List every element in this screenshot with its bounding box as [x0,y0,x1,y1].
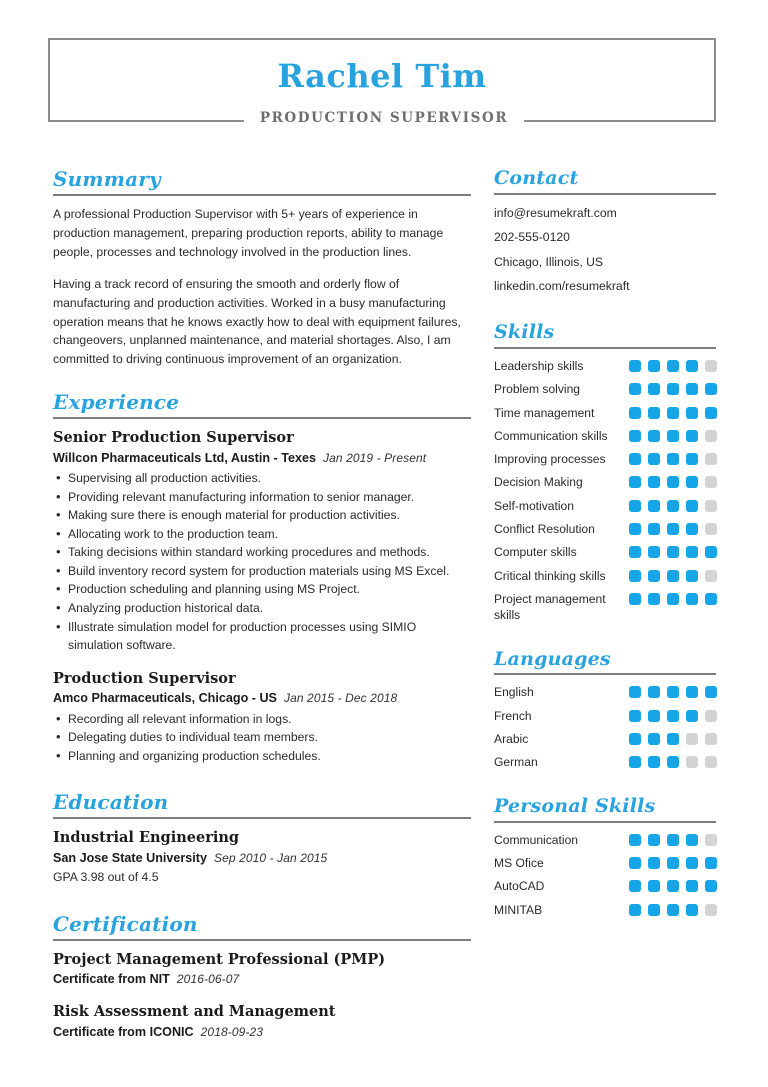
rating-square-filled [686,710,698,722]
rating-square-filled [629,523,641,535]
rating-square-empty [705,904,717,916]
rating-square-filled [686,857,698,869]
section-title-experience: Experience [53,390,180,415]
rating-square-filled [648,880,660,892]
rating-square-filled [648,593,660,605]
rating-square-filled [667,500,679,512]
rating-square-filled [648,476,660,488]
rating-square-filled [686,686,698,698]
education-date: Sep 2010 - Jan 2015 [214,850,328,865]
rating-squares [629,568,717,582]
rating-square-filled [667,546,679,558]
rating-square-filled [648,407,660,419]
rating-square-filled [667,880,679,892]
rating-row [494,451,716,467]
rating-label: Time management [494,405,595,420]
rating-squares [629,428,717,442]
section-rule [494,347,716,349]
education-school: San Jose State University [53,850,207,865]
rating-label: Decision Making [494,475,583,490]
bullet-item: • Planning and organizing production schedules. [53,747,471,766]
certification-entry [53,950,471,989]
section-rule [53,817,471,819]
experience-company-line [53,449,471,467]
rating-square-filled [629,500,641,512]
rating-row [494,544,716,560]
rating-square-filled [629,383,641,395]
rating-square-filled [629,710,641,722]
rating-squares [629,731,717,745]
rating-square-filled [629,756,641,768]
section-title-skills: Skills [494,321,555,344]
rating-square-filled [667,523,679,535]
rating-square-filled [629,360,641,372]
rating-square-filled [667,360,679,372]
rating-square-filled [629,593,641,605]
experience-date: Jan 2015 - Dec 2018 [283,691,398,706]
rating-label: Conflict Resolution [494,522,595,537]
rating-square-filled [629,733,641,745]
rating-row [494,708,716,724]
education-degree: Industrial Engineering [53,829,240,847]
rating-square-filled [686,476,698,488]
rating-row [494,381,716,397]
rating-square-filled [667,430,679,442]
experience-bullets [53,469,471,654]
bullet-item: • Making sure there is enough material for production activities. [53,506,471,525]
rating-square-filled [667,686,679,698]
education-entry [53,828,471,886]
bullet-item: • Providing relevant manufacturing information to senior manager. [53,488,471,507]
rating-square-filled [705,546,717,558]
rating-square-filled [648,686,660,698]
rating-label: Computer skills [494,545,577,560]
rating-square-filled [648,834,660,846]
rating-squares [629,878,717,892]
rating-square-filled [686,430,698,442]
rating-square-empty [705,570,717,582]
experience-date: Jan 2019 - Present [323,450,427,465]
rating-squares [629,544,717,558]
experience-entry [53,669,471,766]
rating-square-filled [648,383,660,395]
rating-label: MS Ofice [494,855,544,870]
section-rule [494,673,716,675]
rating-square-filled [667,570,679,582]
rating-squares [629,708,717,722]
rating-square-empty [705,523,717,535]
bullet-item: • Analyzing production historical data. [53,599,471,618]
bullet-item: • Illustrate simulation model for production processes using SIMIO simulation software. [53,618,471,655]
rating-square-filled [629,476,641,488]
rating-square-filled [705,880,717,892]
section-summary [53,168,471,369]
certification-issuer: Certificate from NIT [53,972,170,987]
rating-square-filled [648,756,660,768]
rating-squares [629,358,717,372]
certification-name: Project Management Professional (PMP) [53,950,386,968]
rating-row [494,358,716,374]
section-education [53,791,471,886]
rating-square-filled [629,834,641,846]
bullet-item: • Production scheduling and planning using MS Project. [53,580,471,599]
rating-square-empty [705,710,717,722]
education-school-line [53,849,471,867]
summary-paragraph: A professional Production Supervisor with 5+ years of experience in production management, preparing production reports, ability to manage people, processes and technology involved in the production lines. [53,207,444,259]
rating-squares [629,684,717,698]
rating-square-filled [648,857,660,869]
section-rule [494,821,716,823]
rating-label: French [494,708,532,723]
rating-label: Leadership skills [494,358,584,373]
rating-square-filled [629,430,641,442]
rating-square-filled [686,570,698,582]
rating-square-filled [629,570,641,582]
section-rule [53,194,471,196]
rating-square-empty [705,476,717,488]
rating-label: Arabic [494,732,529,747]
rating-row [494,731,716,747]
rating-square-filled [686,383,698,395]
section-languages [494,649,716,771]
education-gpa: GPA 3.98 out of 4.5 [53,870,159,885]
experience-company: Amco Pharmaceuticals, Chicago - US [53,691,277,706]
rating-row [494,428,716,444]
rating-label: English [494,685,534,700]
contact-email[interactable]: info@resumekraft.com [494,205,617,220]
rating-square-empty [705,500,717,512]
rating-row [494,405,716,421]
candidate-job-title: PRODUCTION SUPERVISOR [244,112,524,126]
rating-squares [629,754,717,768]
rating-row [494,591,716,624]
rating-square-filled [686,834,698,846]
section-rule [53,417,471,419]
rating-squares [629,521,717,535]
rating-row [494,568,716,584]
rating-square-filled [686,546,698,558]
rating-square-filled [667,383,679,395]
bullet-item: • Allocating work to the production team. [53,525,471,544]
rating-row [494,474,716,490]
rating-square-empty [705,756,717,768]
rating-square-filled [667,733,679,745]
languages-rating-list [494,684,716,770]
rating-square-filled [667,593,679,605]
rating-squares [629,855,717,869]
rating-square-filled [648,570,660,582]
certification-entry [53,1002,471,1041]
rating-label: Communication skills [494,428,608,443]
rating-label: Self-motivation [494,498,574,513]
rating-square-filled [667,834,679,846]
rating-label: Critical thinking skills [494,568,606,583]
personal-skills-rating-list [494,832,716,918]
section-title-languages: Languages [494,647,611,670]
rating-squares [629,405,717,419]
rating-square-filled [667,710,679,722]
section-title-education: Education [53,790,169,815]
experience-entry [53,428,471,654]
bullet-item: • Supervising all production activities. [53,469,471,488]
certification-date: 2016-06-07 [176,972,240,987]
certification-date: 2018-09-23 [200,1025,264,1040]
experience-bullets [53,710,471,766]
contact-linkedin[interactable]: linkedin.com/resumekraft [494,279,630,294]
bullet-item: • Recording all relevant information in logs. [53,710,471,729]
rating-square-filled [648,523,660,535]
rating-squares [629,474,717,488]
rating-row [494,498,716,514]
rating-square-filled [629,453,641,465]
rating-square-filled [667,407,679,419]
rating-label: MINITAB [494,902,543,917]
rating-square-filled [686,453,698,465]
rating-square-filled [629,904,641,916]
rating-square-empty [705,733,717,745]
rating-square-filled [667,453,679,465]
rating-square-filled [648,733,660,745]
rating-square-filled [629,857,641,869]
experience-company-line [53,689,471,707]
section-title-personal-skills: Personal Skills [494,794,656,817]
bullet-item: • Delegating duties to individual team members. [53,728,471,747]
rating-label: Project management skills [494,592,606,623]
rating-squares [629,451,717,465]
section-skills [494,322,716,624]
rating-row [494,521,716,537]
rating-squares [629,902,717,916]
rating-square-empty [686,756,698,768]
rating-square-filled [686,880,698,892]
rating-square-filled [686,500,698,512]
experience-role: Senior Production Supervisor [53,429,294,447]
rating-squares [629,381,717,395]
rating-square-filled [648,710,660,722]
section-title-summary: Summary [53,167,161,191]
rating-square-filled [648,453,660,465]
job-title-banner [48,110,720,126]
rating-square-filled [686,523,698,535]
rating-label: Problem solving [494,382,581,397]
rating-square-filled [629,546,641,558]
rating-square-filled [648,500,660,512]
rating-label: AutoCAD [494,879,545,894]
rating-square-filled [629,880,641,892]
rating-square-filled [667,857,679,869]
certification-issuer-line [53,970,471,988]
rating-square-filled [648,546,660,558]
rating-row [494,754,716,770]
section-title-contact: Contact [494,167,579,189]
bullet-item: • Build inventory record system for production materials using MS Excel. [53,562,471,581]
rating-square-empty [705,360,717,372]
section-contact [494,168,716,296]
rating-row [494,832,716,848]
rating-squares [629,832,717,846]
rating-square-filled [648,430,660,442]
contact-phone[interactable]: 202-555-0120 [494,230,570,245]
rating-squares [629,498,717,512]
summary-paragraph: Having a track record of ensuring the smooth and orderly flow of manufacturing and production activities. Worked in a busy manufacturing operation means that he knows exactly how to deal with equipment failures, changeovers, unplanned maintenance, and material shortages. Also, I am committed to driving continuous improvement of an organization. [53,276,461,367]
rating-square-filled [705,593,717,605]
right-column [494,168,716,925]
rating-row [494,878,716,894]
rating-square-empty [686,733,698,745]
rating-square-filled [686,360,698,372]
section-certification [53,913,471,1042]
experience-company: Willcon Pharmaceuticals Ltd, Austin - Texes [53,450,317,465]
left-column [53,168,471,1045]
rating-square-empty [705,430,717,442]
rating-square-filled [686,407,698,419]
section-rule [494,193,716,195]
rating-square-filled [686,904,698,916]
rating-square-empty [705,834,717,846]
rating-square-filled [648,360,660,372]
rating-square-filled [667,904,679,916]
rating-square-filled [686,593,698,605]
bullet-item: • Taking decisions within standard working procedures and methods. [53,543,471,562]
certification-issuer-line [53,1023,471,1041]
section-personal-skills [494,796,716,918]
rating-row [494,684,716,700]
contact-location: Chicago, Illinois, US [494,254,604,269]
rating-label: Communication [494,832,579,847]
rating-square-filled [648,904,660,916]
rating-square-filled [705,407,717,419]
certification-issuer: Certificate from ICONIC [53,1025,194,1040]
experience-role: Production Supervisor [53,669,236,687]
rating-row [494,902,716,918]
rating-label: Improving processes [494,452,606,467]
rating-square-filled [705,857,717,869]
rating-square-filled [705,686,717,698]
section-rule [53,939,471,941]
section-experience [53,391,471,765]
rating-square-filled [667,476,679,488]
rating-squares [629,591,717,605]
rating-label: German [494,755,538,770]
rating-square-filled [629,686,641,698]
rating-row [494,855,716,871]
candidate-name: Rachel Tim [277,57,487,95]
skills-rating-list [494,358,716,624]
rating-square-filled [705,383,717,395]
rating-square-filled [667,756,679,768]
section-title-certification: Certification [53,911,198,936]
certification-name: Risk Assessment and Management [53,1003,336,1021]
rating-square-filled [629,407,641,419]
rating-square-empty [705,453,717,465]
